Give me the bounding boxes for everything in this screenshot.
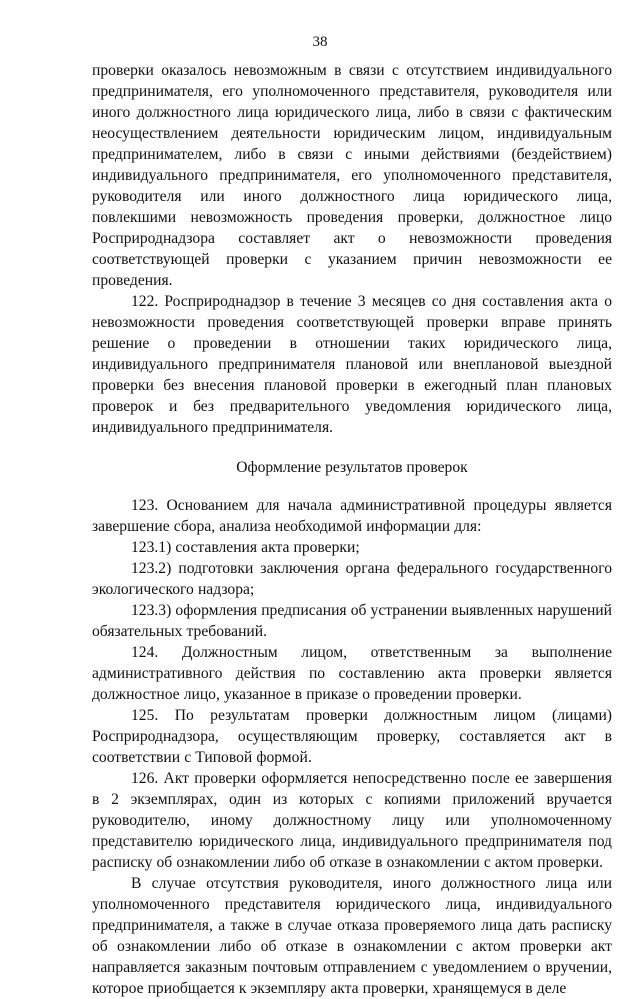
paragraph-122: 122. Росприроднадзор в течение 3 месяцев со дня составления акта о невозможности проведения соответствующей проверки вправе принять решение о проведении в отношении таких юридического лица, индивидуального предпринимателя плановой или внеплановой выездной проверки без внесения плановой проверки в ежегодный план плановых проверок и без предварительного уведомления юридического лица, индивидуального предпринимателя. — [92, 293, 612, 436]
paragraph-126: 126. Акт проверки оформляется непосредственно после ее завершения в 2 экземплярах, один из которых с копиями приложений вручается руководителю, иному должностному лицу или уполномоченному представителю юридического лица, индивидуального предпринимателя под расписку об ознакомлении либо об отказе в ознакомлении с актом проверки. — [92, 770, 612, 871]
paragraph-continuation: проверки оказалось невозможным в связи с отсутствием индивидуального предпринимателя, его уполномоченного представителя, руководителя или иного должностного лица юридического лица, либо в связи с фактическим неосуществлением деятельности юридическим лицом, индивидуальным предпринимателем, либо в связи с иными действиями (бездействием) индивидуального предпринимателя, его уполномоченного представителя, руководителя или иного должностного лица юридического лица, повлекшими невозможность проведения проверки, должностное лицо Росприроднадзора составляет акт о невозможности проведения соответствующей проверки с указанием причин невозможности ее проведения. — [92, 62, 612, 289]
section-title: Оформление результатов проверок — [236, 459, 468, 476]
paragraph-123-3: 123.3) оформления предписания об устранении выявленных нарушений обязательных требований. — [92, 602, 612, 640]
paragraph-124: 124. Должностным лицом, ответственным за выполнение административного действия по составлению акта проверки является должностное лицо, указанное в приказе о проведении проверки. — [92, 644, 612, 703]
paragraph-123-2: 123.2) подготовки заключения органа федерального государственного экологического надзора; — [92, 560, 612, 598]
paragraph-125: 125. По результатам проверки должностным лицом (лицами) Росприроднадзора, осуществляющим проверку, составляется акт в соответствии с Типовой формой. — [92, 707, 612, 766]
paragraph-126-continued: В случае отсутствия руководителя, иного должностного лица или уполномоченного представителя юридического лица, индивидуального предпринимателя, а также в случае отказа проверяемого лица дать расписку об ознакомлении либо об отказе в ознакомлении с актом проверки акт направляется заказным почтовым отправлением с уведомлением о вручении, которое приобщается к экземпляру акта проверки, хранящемуся в деле — [92, 875, 612, 997]
page-number: 38 — [312, 34, 328, 50]
paragraph-123-1: 123.1) составления акта проверки; — [131, 539, 360, 556]
page-content — [92, 60, 612, 999]
paragraph-123: 123. Основанием для начала административной процедуры является завершение сбора, анализа необходимой информации для: — [92, 497, 612, 535]
